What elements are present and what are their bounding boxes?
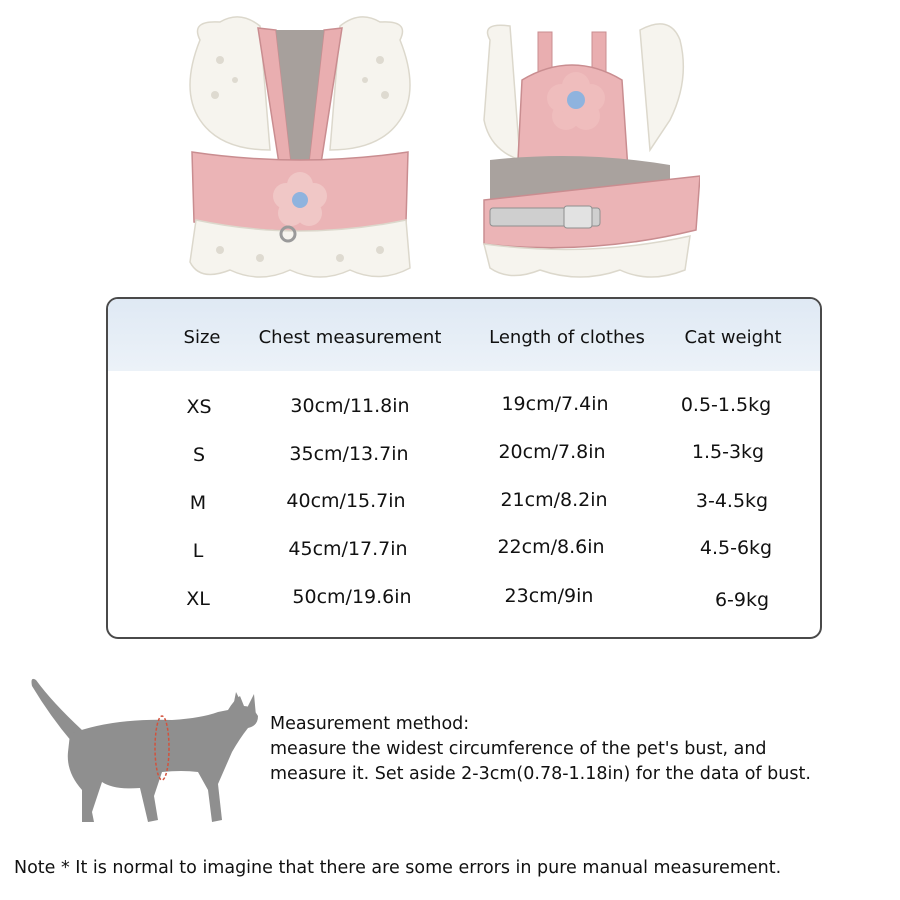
table-cell: 3-4.5kg — [695, 490, 769, 512]
table-cell: L — [192, 540, 204, 562]
table-cell: S — [192, 444, 206, 466]
harness-back-photo — [470, 0, 700, 290]
table-cell: XL — [186, 588, 210, 610]
measurement-line-2: measure it. Set aside 2-3cm(0.78-1.18in) for the data of bust. — [270, 764, 811, 784]
table-cell: 21cm/8.2in — [500, 489, 608, 511]
header-size: Size — [183, 327, 221, 348]
cat-silhouette-icon — [22, 672, 262, 832]
header-length: Length of clothes — [489, 327, 645, 348]
measurement-line-1: measure the widest circumference of the pet's bust, and — [270, 739, 767, 759]
table-cell: M — [189, 492, 207, 514]
measurement-note: Note * It is normal to imagine that there are some errors in pure manual measurement. — [14, 858, 782, 878]
product-photos — [0, 0, 900, 290]
table-cell: XS — [186, 396, 212, 418]
measurement-title: Measurement method: — [270, 714, 470, 734]
table-cell: 23cm/9in — [504, 585, 594, 607]
size-table — [106, 297, 822, 639]
table-cell: 45cm/17.7in — [288, 538, 408, 560]
measurement-method — [270, 712, 811, 787]
table-cell: 19cm/7.4in — [501, 393, 609, 415]
table-cell: 35cm/13.7in — [289, 443, 409, 465]
table-cell: 4.5-6kg — [699, 537, 773, 559]
table-cell: 20cm/7.8in — [498, 441, 606, 463]
table-cell: 30cm/11.8in — [290, 395, 410, 417]
table-cell: 22cm/8.6in — [497, 536, 605, 558]
harness-front-photo — [180, 0, 420, 290]
header-weight: Cat weight — [684, 327, 782, 348]
table-cell: 40cm/15.7in — [286, 490, 406, 512]
table-cell: 0.5-1.5kg — [680, 394, 772, 416]
table-header — [108, 299, 820, 371]
table-cell: 50cm/19.6in — [292, 586, 412, 608]
table-cell: 6-9kg — [714, 589, 770, 611]
table-cell: 1.5-3kg — [691, 441, 765, 463]
header-chest: Chest measurement — [258, 327, 442, 348]
